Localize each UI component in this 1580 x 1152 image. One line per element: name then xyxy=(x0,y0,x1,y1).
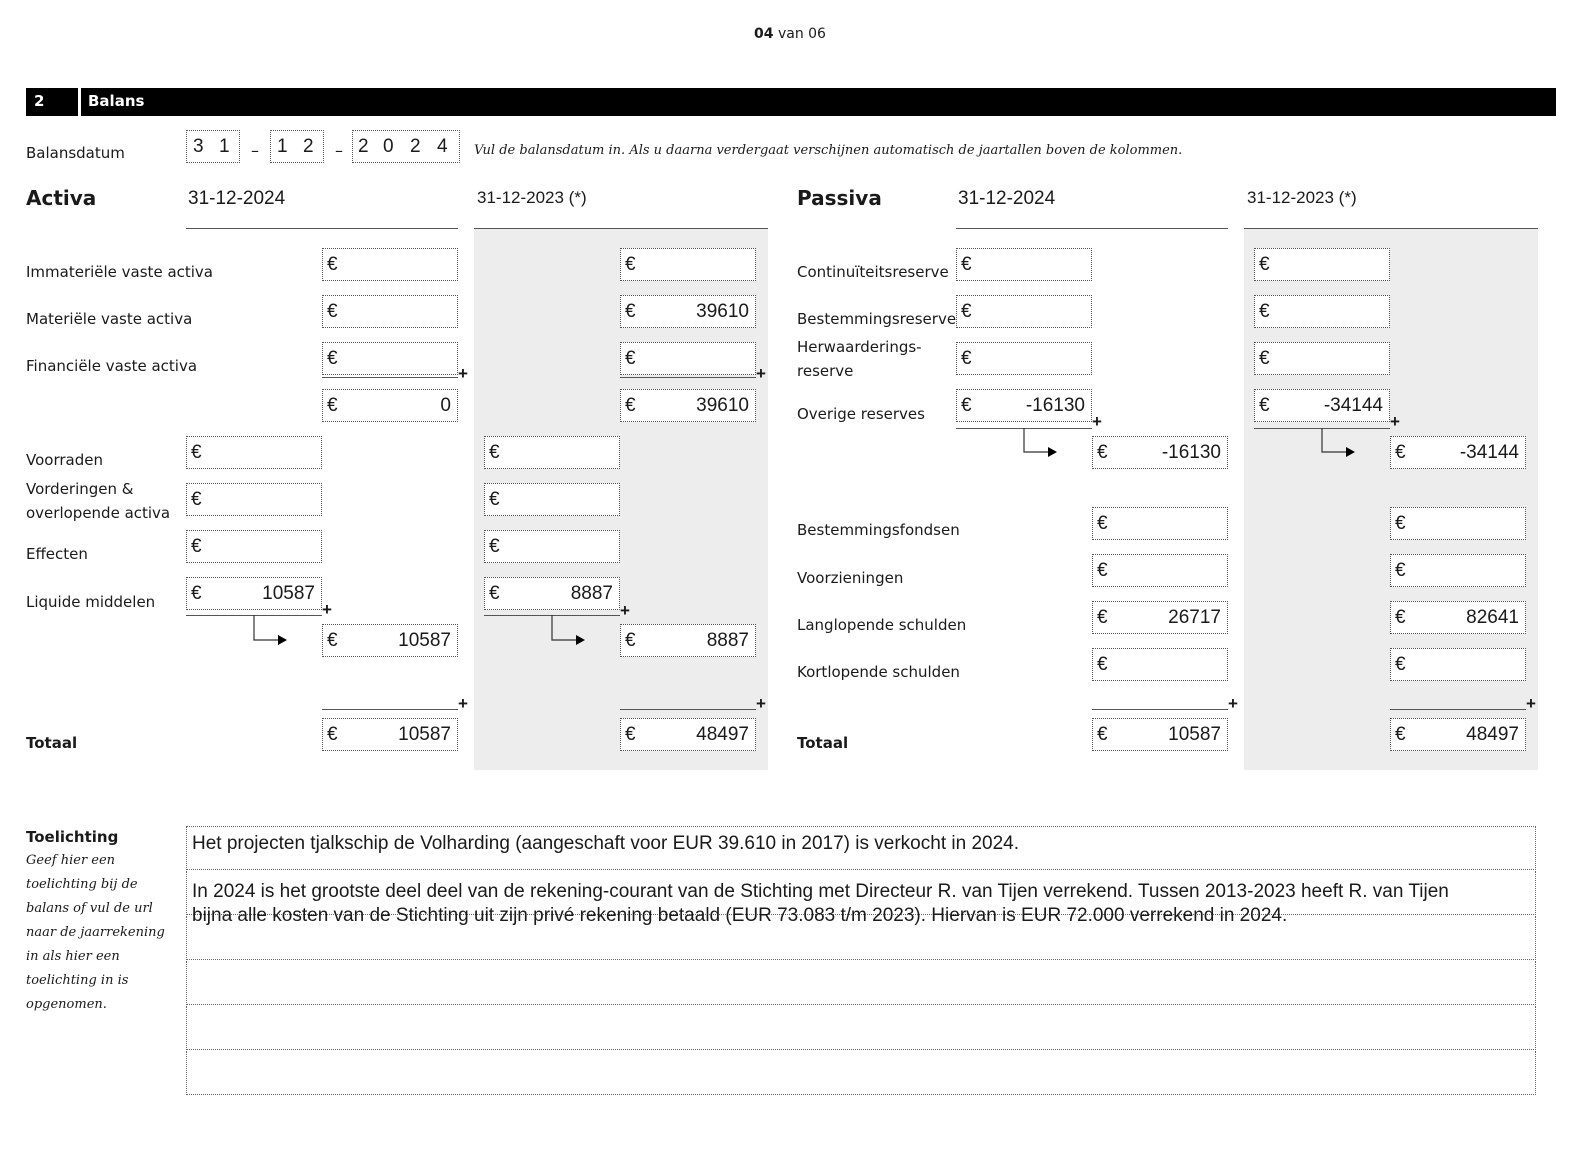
label-kortlopende-schulden: Kortlopende schulden xyxy=(797,663,960,681)
page-number: 04 van 06 xyxy=(754,26,826,42)
passiva-voorzieningen-2024-input[interactable]: € xyxy=(1092,554,1228,587)
toelichting-textarea[interactable] xyxy=(186,826,1536,1096)
activa-liquide-2023-input[interactable]: € 8887 xyxy=(484,577,620,610)
passiva-title: Passiva xyxy=(797,186,882,210)
label-voorzieningen: Voorzieningen xyxy=(797,569,904,587)
activa-voorraden-2023-input[interactable]: € xyxy=(484,436,620,469)
label-overige-reserves: Overige reserves xyxy=(797,405,925,423)
toelichting-title: Toelichting xyxy=(26,828,119,846)
activa-effecten-2024-input[interactable]: € xyxy=(186,530,322,563)
label-herwaardering-line1: Herwaarderings- xyxy=(797,338,922,356)
label-bestemmingsfondsen: Bestemmingsfondsen xyxy=(797,521,960,539)
label-effecten: Effecten xyxy=(26,545,88,563)
date-separator: – xyxy=(335,141,343,160)
balansdatum-hint: Vul de balansdatum in. Als u daarna verdergaat verschijnen automatisch de jaartallen boven de kolommen. xyxy=(474,143,1183,158)
passiva-langlopend-2023-input[interactable]: € 82641 xyxy=(1390,601,1526,634)
activa-materieel-2024-input[interactable]: € xyxy=(322,295,458,328)
passiva-col-previous: 31-12-2023 (*) xyxy=(1247,188,1357,207)
activa-financieel-2024-input[interactable]: € xyxy=(322,342,458,375)
passiva-overige-2023-input[interactable]: € -34144 xyxy=(1254,389,1390,422)
label-materiele-vaste-activa: Materiële vaste activa xyxy=(26,310,193,328)
label-financiele-vaste-activa: Financiële vaste activa xyxy=(26,357,198,375)
activa-voorraden-2024-input[interactable]: € xyxy=(186,436,322,469)
activa-effecten-2023-input[interactable]: € xyxy=(484,530,620,563)
passiva-bestemmingsfondsen-2023-input[interactable]: € xyxy=(1390,507,1526,540)
arrow-icon xyxy=(1020,428,1060,460)
label-vorderingen-line1: Vorderingen & xyxy=(26,480,134,498)
label-immateriele-vaste-activa: Immateriële vaste activa xyxy=(26,263,213,281)
toelichting-text: Het projecten tjalkschip de Volharding (aangeschaft voor EUR 39.610 in 2017) is verkocht in 2024. In 2024 is het grootste deel deel van de rekening-courant van de Stichting met Directeur R. van Tijen verrekend. Tussen 2013-2023 heeft R. van Tijen bijna alle kosten van de Stichting uit zijn privé rekening betaald (EUR 73.083 t/m 2023). Hiervan is EUR 72.000 verrekend in 2024. xyxy=(192,833,1449,926)
passiva-langlopend-2024-input[interactable]: € 26717 xyxy=(1092,601,1228,634)
passiva-bestemmingsfondsen-2024-input[interactable]: € xyxy=(1092,507,1228,540)
activa-totaal-2024: € 10587 xyxy=(322,718,458,751)
passiva-herwaardering-2023-input[interactable]: € xyxy=(1254,342,1390,375)
activa-col-previous: 31-12-2023 (*) xyxy=(477,188,587,207)
activa-vorderingen-2024-input[interactable]: € xyxy=(186,483,322,516)
passiva-voorzieningen-2023-input[interactable]: € xyxy=(1390,554,1526,587)
activa-vaste-subtotal-2023: € 39610 xyxy=(620,389,756,422)
activa-col-current: 31-12-2024 xyxy=(188,188,286,209)
passiva-totaal-2023: € 48497 xyxy=(1390,718,1526,751)
label-continuiteitsreserve: Continuïteitsreserve xyxy=(797,263,949,281)
arrow-icon xyxy=(250,615,290,647)
activa-vlottend-subtotal-2023: € 8887 xyxy=(620,624,756,657)
activa-immaterieel-2024-input[interactable]: € xyxy=(322,248,458,281)
balansdatum-month-input[interactable]: 1 2 xyxy=(270,130,324,163)
label-bestemmingsreserve: Bestemmingsreserve xyxy=(797,310,957,328)
passiva-continuiteit-2023-input[interactable]: € xyxy=(1254,248,1390,281)
passiva-reserves-subtotal-2024: € -16130 xyxy=(1092,436,1228,469)
balansdatum-label: Balansdatum xyxy=(26,144,125,162)
label-passiva-totaal: Totaal xyxy=(797,734,849,752)
activa-financieel-2023-input[interactable]: € xyxy=(620,342,756,375)
toelichting-hint: Geef hier een toelichting bij de balans of vul de url naar de jaarrekening in als hier een toelichting in is opgenomen. xyxy=(26,853,165,1012)
label-activa-totaal: Totaal xyxy=(26,734,78,752)
label-liquide-middelen: Liquide middelen xyxy=(26,593,156,611)
passiva-herwaardering-2024-input[interactable]: € xyxy=(956,342,1092,375)
label-langlopende-schulden: Langlopende schulden xyxy=(797,616,967,634)
activa-liquide-2024-input[interactable]: € 10587 xyxy=(186,577,322,610)
activa-vorderingen-2023-input[interactable]: € xyxy=(484,483,620,516)
passiva-continuiteit-2024-input[interactable]: € xyxy=(956,248,1092,281)
passiva-totaal-2024: € 10587 xyxy=(1092,718,1228,751)
label-voorraden: Voorraden xyxy=(26,451,103,469)
passiva-bestemmingsreserve-2024-input[interactable]: € xyxy=(956,295,1092,328)
section-title: Balans xyxy=(88,92,145,110)
passiva-kortlopend-2024-input[interactable]: € xyxy=(1092,648,1228,681)
passiva-kortlopend-2023-input[interactable]: € xyxy=(1390,648,1526,681)
activa-vlottend-subtotal-2024: € 10587 xyxy=(322,624,458,657)
arrow-icon xyxy=(1318,428,1358,460)
activa-vaste-subtotal-2024: € 0 xyxy=(322,389,458,422)
balansdatum-day-input[interactable]: 3 1 xyxy=(186,130,240,163)
activa-immaterieel-2023-input[interactable]: € xyxy=(620,248,756,281)
passiva-overige-2024-input[interactable]: € -16130 xyxy=(956,389,1092,422)
passiva-reserves-subtotal-2023: € -34144 xyxy=(1390,436,1526,469)
balansdatum-year-input[interactable]: 2 0 2 4 xyxy=(352,130,460,163)
arrow-icon xyxy=(548,615,588,647)
passiva-bestemmingsreserve-2023-input[interactable]: € xyxy=(1254,295,1390,328)
section-number: 2 xyxy=(34,92,45,110)
label-herwaardering-line2: reserve xyxy=(797,362,854,380)
passiva-col-current: 31-12-2024 xyxy=(958,188,1056,209)
section-header xyxy=(26,88,1556,116)
activa-totaal-2023: € 48497 xyxy=(620,718,756,751)
activa-materieel-2023-input[interactable]: € 39610 xyxy=(620,295,756,328)
date-separator: – xyxy=(251,141,259,160)
label-vorderingen-line2: overlopende activa xyxy=(26,504,171,522)
activa-title: Activa xyxy=(26,186,97,210)
